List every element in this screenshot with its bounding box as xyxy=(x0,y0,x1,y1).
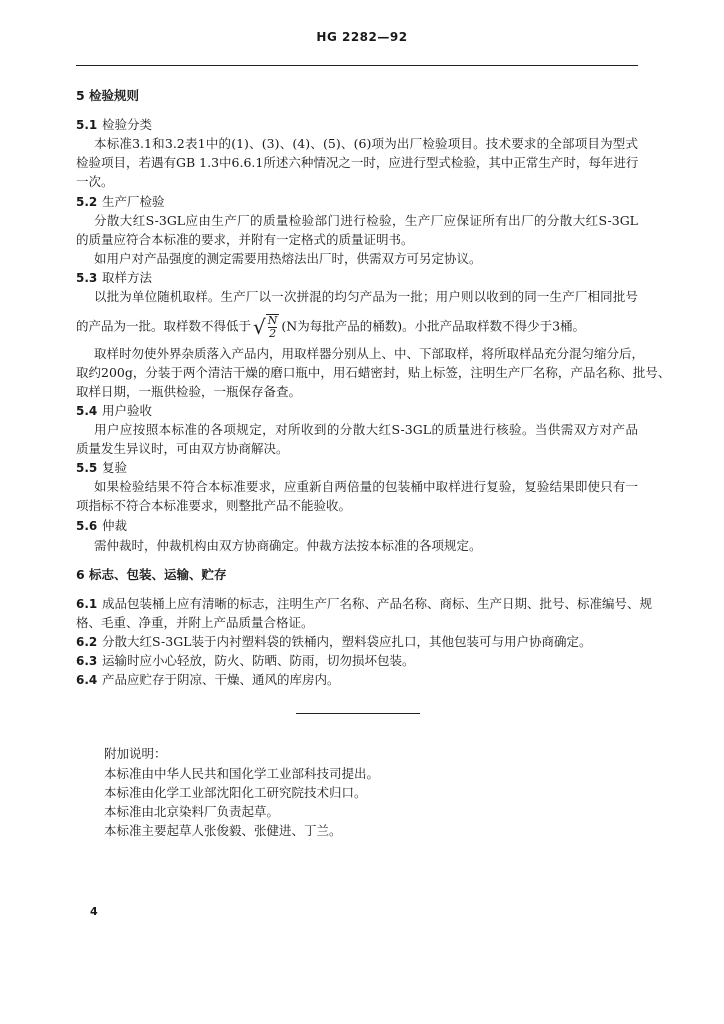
formula-line-suffix: (N为每批产品的桶数)。小批产品取样数不得少于3桶。 xyxy=(281,318,586,334)
sampling-formula-line xyxy=(76,314,585,340)
section-number: 6.2 xyxy=(76,635,98,649)
paragraph-line: 用户应按照本标准的各项规定，对所收到的分散大红S-3GL的质量进行核验。当供需双方对产品 xyxy=(94,422,638,437)
paragraph-line: 需仲裁时，仲裁机构由双方协商确定。仲裁方法按本标准的各项规定。 xyxy=(94,538,482,553)
section-6-2-line xyxy=(76,633,592,651)
paragraph-text: 成品包装桶上应有清晰的标志，注明生产厂名称、产品名称、商标、生产日期、批号、标准编号、规 xyxy=(102,596,653,611)
section-5-4-heading xyxy=(76,402,152,420)
section-5-2-heading xyxy=(76,193,165,211)
paragraph-line: 格、毛重、净重，并附上产品质量合格证。 xyxy=(76,615,314,630)
section-number: 5.4 xyxy=(76,404,98,418)
section-5-5-heading xyxy=(76,459,127,477)
note-line: 本标准由中华人民共和国化学工业部科技司提出。 xyxy=(104,766,380,781)
section-number: 5.3 xyxy=(76,271,98,285)
section-5-2-title: 生产厂检验 xyxy=(102,194,165,209)
fraction-denominator: 2 xyxy=(269,327,277,340)
header-rule xyxy=(76,65,638,66)
section-6-4-line xyxy=(76,671,340,689)
section-number: 5.1 xyxy=(76,118,98,132)
section-number: 5.5 xyxy=(76,461,98,475)
paragraph-line: 一次。 xyxy=(76,174,114,189)
paragraph-line: 取样时勿使外界杂质落入产品内，用取样器分别从上、中、下部取样，将所取样品充分混匀缩分后， xyxy=(94,346,645,361)
section-5-4-title: 用户验收 xyxy=(102,403,153,418)
section-number: 6.4 xyxy=(76,673,98,687)
end-rule xyxy=(296,713,420,714)
section-number: 6.1 xyxy=(76,597,98,611)
paragraph-line: 本标准3.1和3.2表1中的(1)、(3)、(4)、(5)、(6)项为出厂检验项目。技术要求的全部项目为型式 xyxy=(94,136,638,151)
paragraph-line: 的质量应符合本标准的要求，并附有一定格式的质量证明书。 xyxy=(76,232,414,247)
paragraph-text: 产品应贮存于阴凉、干燥、通风的库房内。 xyxy=(102,672,340,687)
page-number: 4 xyxy=(90,905,98,918)
section-5-3-heading xyxy=(76,269,152,287)
paragraph-line: 如用户对产品强度的测定需要用热熔法出厂时，供需双方可另定协议。 xyxy=(94,251,482,266)
section-5-1-title: 检验分类 xyxy=(102,117,153,132)
section-6-3-line xyxy=(76,652,415,670)
note-line: 本标准主要起草人张俊毅、张健进、丁兰。 xyxy=(104,823,342,838)
paragraph-line: 如果检验结果不符合本标准要求，应重新自两倍量的包装桶中取样进行复验，复验结果即使只有一 xyxy=(94,479,638,494)
paragraph-line: 项指标不符合本标准要求，则整批产品不能验收。 xyxy=(76,498,352,513)
note-line: 本标准由化学工业部沈阳化工研究院技术归口。 xyxy=(104,785,367,800)
paragraph-text: 分散大红S-3GL装于内衬塑料袋的铁桶内，塑料袋应扎口，其他包装可与用户协商确定。 xyxy=(102,634,592,649)
paragraph-line: 分散大红S-3GL应由生产厂的质量检验部门进行检验，生产厂应保证所有出厂的分散大红S-3GL xyxy=(94,213,638,228)
section-5-1-heading xyxy=(76,116,152,134)
note-line: 本标准由北京染料厂负责起草。 xyxy=(104,804,280,819)
paragraph-line: 取样日期，一瓶供检验，一瓶保存备查。 xyxy=(76,384,302,399)
paragraph-line: 检验项目，若遇有GB 1.3中6.6.1所述六种情况之一时，应进行型式检验，其中正常生产时，每年进行 xyxy=(76,155,639,170)
section-6-title: 6 标志、包装、运输、贮存 xyxy=(76,567,227,582)
paragraph-line: 质量发生异议时，可由双方协商解决。 xyxy=(76,441,289,456)
paragraph-line: 以批为单位随机取样。生产厂以一次拼混的均匀产品为一批；用户则以收到的同一生产厂相同批号 xyxy=(94,289,638,304)
section-number: 6.3 xyxy=(76,654,98,668)
paragraph-line: 取约200g，分装于两个清洁干燥的磨口瓶中，用石蜡密封，贴上标签，注明生产厂名称，产品名称、批号、 xyxy=(76,365,671,380)
section-5-title: 5 检验规则 xyxy=(76,88,140,103)
section-5-6-title: 仲裁 xyxy=(102,518,128,533)
sqrt-sign: √ xyxy=(253,315,266,339)
section-5-6-heading xyxy=(76,517,127,535)
sqrt-formula xyxy=(253,314,279,340)
fraction xyxy=(266,314,280,340)
section-number: 5.6 xyxy=(76,519,98,533)
paragraph-text: 运输时应小心轻放，防火、防晒、防雨，切勿损坏包装。 xyxy=(102,653,415,668)
fraction-numerator: N xyxy=(267,314,278,327)
standard-number-header: HG 2282—92 xyxy=(316,30,408,44)
section-5-3-title: 取样方法 xyxy=(102,270,153,285)
formula-line-prefix: 的产品为一批。取样数不得低于 xyxy=(76,318,252,334)
section-5-5-title: 复验 xyxy=(102,460,128,475)
section-number: 5.2 xyxy=(76,195,98,209)
notes-title: 附加说明： xyxy=(104,746,167,761)
section-6-1-line xyxy=(76,595,653,613)
